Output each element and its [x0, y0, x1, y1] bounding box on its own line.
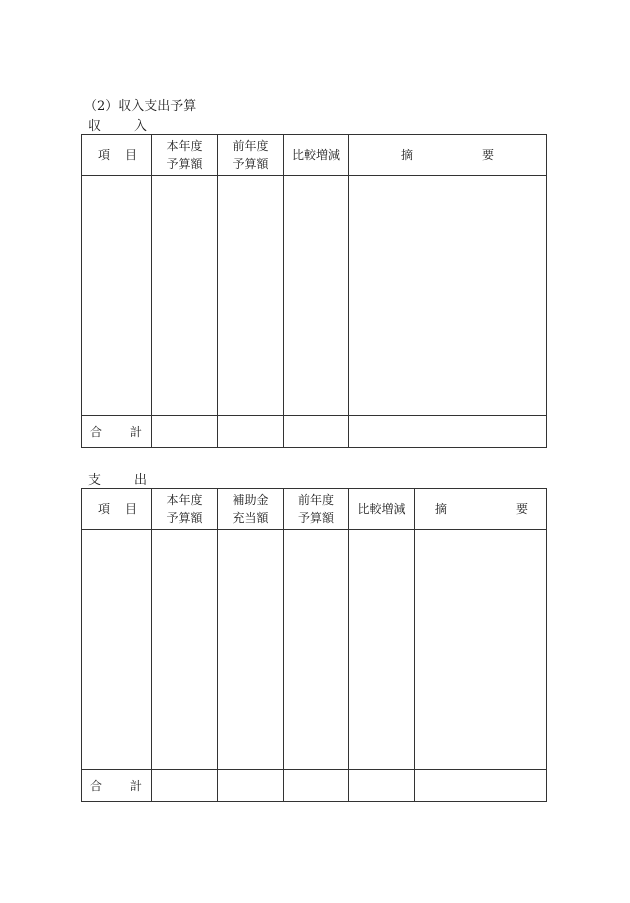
income-total-label	[82, 416, 152, 448]
expense-cell-item[interactable]	[82, 530, 152, 770]
expense-cell-subsidy[interactable]	[218, 530, 284, 770]
income-label: 収 入	[88, 119, 158, 134]
expense-total-summary[interactable]	[415, 770, 547, 802]
section-title: （2）収入支出予算	[84, 99, 197, 114]
expense-header-summary	[415, 489, 547, 530]
header-summary-char-2: 要	[515, 502, 528, 516]
expense-total-subsidy[interactable]	[218, 770, 284, 802]
income-header-item	[82, 135, 152, 176]
expense-table	[81, 488, 547, 802]
total-char-2: 計	[129, 424, 142, 439]
header-item-char-2: 目	[124, 148, 137, 162]
income-total-previous[interactable]	[218, 416, 284, 448]
income-header-current-budget	[152, 135, 218, 176]
header-previous-line2: 予算額	[297, 511, 334, 525]
header-summary-char-1: 摘	[401, 148, 414, 162]
expense-total-current[interactable]	[152, 770, 218, 802]
expense-header-comparison: 比較増減	[349, 489, 415, 530]
expense-cell-summary[interactable]	[415, 530, 547, 770]
header-previous-line1: 前年度	[297, 493, 334, 507]
header-current-line1: 本年度	[166, 493, 203, 507]
income-header-comparison: 比較増減	[284, 135, 349, 176]
income-cell-current[interactable]	[152, 176, 218, 416]
income-header-summary	[349, 135, 547, 176]
expense-cell-comparison[interactable]	[349, 530, 415, 770]
total-char-1: 合	[90, 778, 103, 793]
income-header-previous-budget	[218, 135, 284, 176]
header-summary-char-2: 要	[481, 148, 494, 162]
expense-total-previous[interactable]	[284, 770, 349, 802]
income-body-row	[82, 176, 547, 416]
expense-body-row	[82, 530, 547, 770]
expense-total-row	[82, 770, 547, 802]
header-subsidy-line2: 充当額	[232, 511, 269, 525]
total-char-1: 合	[90, 424, 103, 439]
header-summary-char-1: 摘	[435, 502, 448, 516]
header-item-char-1: 項	[98, 502, 111, 516]
header-previous-line1: 前年度	[232, 139, 269, 153]
header-item-char-2: 目	[124, 502, 137, 516]
header-subsidy-line1: 補助金	[232, 493, 269, 507]
expense-total-comparison[interactable]	[349, 770, 415, 802]
expense-header-row	[82, 489, 547, 530]
expense-cell-current[interactable]	[152, 530, 218, 770]
income-table	[81, 134, 547, 448]
expense-header-subsidy	[218, 489, 284, 530]
header-current-line1: 本年度	[166, 139, 203, 153]
header-previous-line2: 予算額	[232, 157, 269, 171]
income-total-row	[82, 416, 547, 448]
income-total-summary[interactable]	[349, 416, 547, 448]
income-cell-summary[interactable]	[349, 176, 547, 416]
income-total-current[interactable]	[152, 416, 218, 448]
income-cell-previous[interactable]	[218, 176, 284, 416]
expense-cell-previous[interactable]	[284, 530, 349, 770]
expense-header-previous-budget	[284, 489, 349, 530]
expense-header-item	[82, 489, 152, 530]
header-current-line2: 予算額	[166, 157, 203, 171]
income-cell-item[interactable]	[82, 176, 152, 416]
income-total-comparison[interactable]	[284, 416, 349, 448]
expense-total-label	[82, 770, 152, 802]
expense-label: 支 出	[88, 473, 158, 488]
income-cell-comparison[interactable]	[284, 176, 349, 416]
income-header-row	[82, 135, 547, 176]
header-current-line2: 予算額	[166, 511, 203, 525]
total-char-2: 計	[129, 778, 142, 793]
expense-header-current-budget	[152, 489, 218, 530]
header-item-char-1: 項	[98, 148, 111, 162]
